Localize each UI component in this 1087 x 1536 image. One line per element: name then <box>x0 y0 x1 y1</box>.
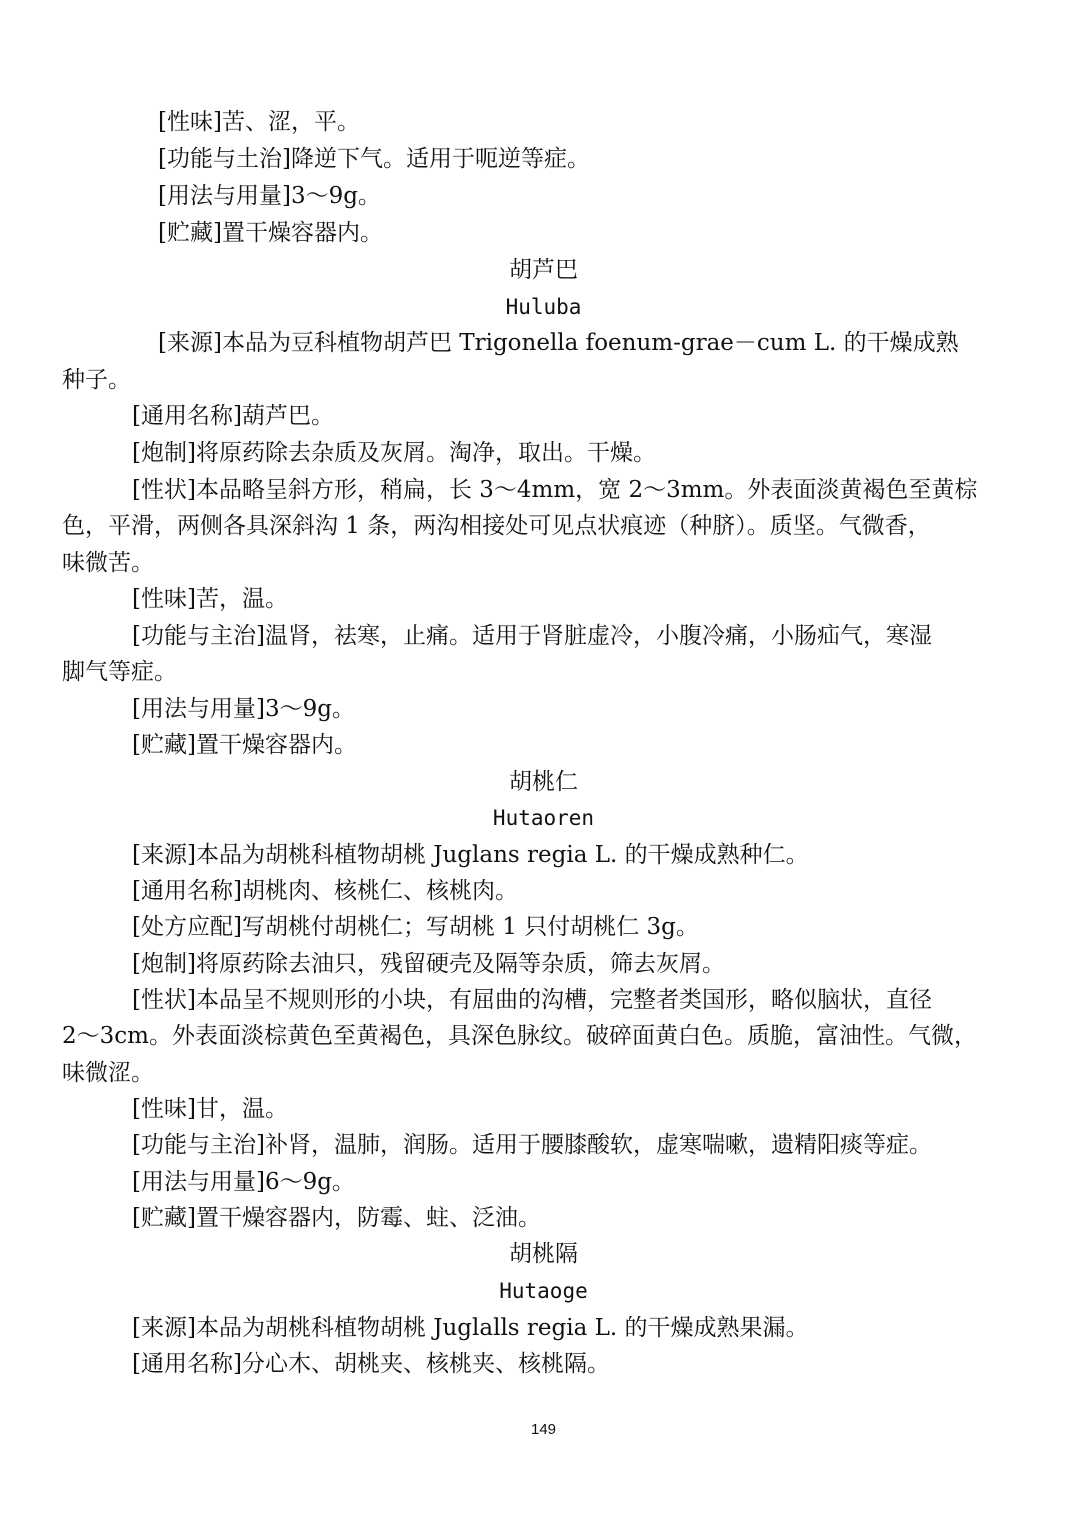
text-line: [来源]本品为胡桃科植物胡桃 Juglans regia L. 的干燥成熟种仁。 <box>132 842 809 868</box>
text-line: [用法与用量]6～9g。 <box>132 1169 355 1195</box>
text-line: [来源]本品为胡桃科植物胡桃 Juglalls regia L. 的干燥成熟果漏。 <box>132 1315 809 1341</box>
entry-romanization: Huluba <box>505 295 582 319</box>
text-line: [通用名称]胡桃肉、核桃仁、核桃肉。 <box>132 878 518 904</box>
text-line: 色，平滑，两侧各具深斜沟 1 条，两沟相接处可见点状痕迹（种脐）。质坚。气微香， <box>62 513 931 539</box>
text-line: 脚气等症。 <box>62 659 177 685</box>
text-line: [性状]本品略呈斜方形，稍扁，长 3～4mm，宽 2～3mm。外表面淡黄褐色至黄棕 <box>132 477 978 503</box>
text-line: [用法与用量]3～9g。 <box>158 183 381 209</box>
text-line: [性味]甘，温。 <box>132 1096 288 1122</box>
text-line: [炮制]将原药除去油只，残留硬壳及隔等杂质，筛去灰屑。 <box>132 951 725 977</box>
text-line: [用法与用量]3～9g。 <box>132 696 355 722</box>
text-line: [贮藏]置干燥容器内。 <box>158 220 383 246</box>
entry-romanization: Hutaoren <box>492 806 595 830</box>
text-line: [来源]本品为豆科植物胡芦巴 Trigonella foenum-grae－cum L. 的干燥成熟 <box>158 330 959 356</box>
entry-title: 胡桃仁 <box>509 769 578 795</box>
text-line: 种子。 <box>62 367 131 393</box>
text-line: 味微涩。 <box>62 1060 154 1086</box>
text-line: [炮制]将原药除去杂质及灰屑。淘净，取出。干燥。 <box>132 440 656 466</box>
text-line: 2～3cm。外表面淡棕黄色至黄褐色，具深色脉纹。破碎面黄白色。质脆，富油性。气微， <box>62 1023 977 1049</box>
entry-title: 胡桃隔 <box>509 1241 578 1267</box>
entry-title: 胡芦巴 <box>509 257 578 283</box>
text-line: [处方应配]写胡桃付胡桃仁；写胡桃 1 只付胡桃仁 3g。 <box>132 914 699 940</box>
text-line: [性状]本品呈不规则形的小块，有屈曲的沟槽，完整者类国形，略似脑状，直径 <box>132 987 932 1013</box>
text-line: [贮藏]置干燥容器内。 <box>132 732 357 758</box>
text-line: [性味]苦，温。 <box>132 586 288 612</box>
text-line: [通用名称]葫芦巴。 <box>132 403 334 429</box>
text-line: 味微苦。 <box>62 550 154 576</box>
text-line: [性味]苦、涩，平。 <box>158 109 360 135</box>
text-line: [功能与土治]降逆下气。适用于呃逆等症。 <box>158 146 590 172</box>
text-line: [通用名称]分心木、胡桃夹、核桃夹、核桃隔。 <box>132 1351 610 1377</box>
entry-romanization: Hutaoge <box>499 1279 588 1303</box>
text-line: [功能与主治]补肾，温肺，润肠。适用于腰膝酸软，虚寒喘嗽，遗精阳痰等症。 <box>132 1132 932 1158</box>
text-line: [功能与主治]温肾，祛寒，止痛。适用于肾脏虚冷，小腹冷痛，小肠疝气，寒湿 <box>132 623 932 649</box>
text-line: [贮藏]置干燥容器内，防霉、蛀、泛油。 <box>132 1205 541 1231</box>
page-number: 149 <box>530 1421 557 1438</box>
